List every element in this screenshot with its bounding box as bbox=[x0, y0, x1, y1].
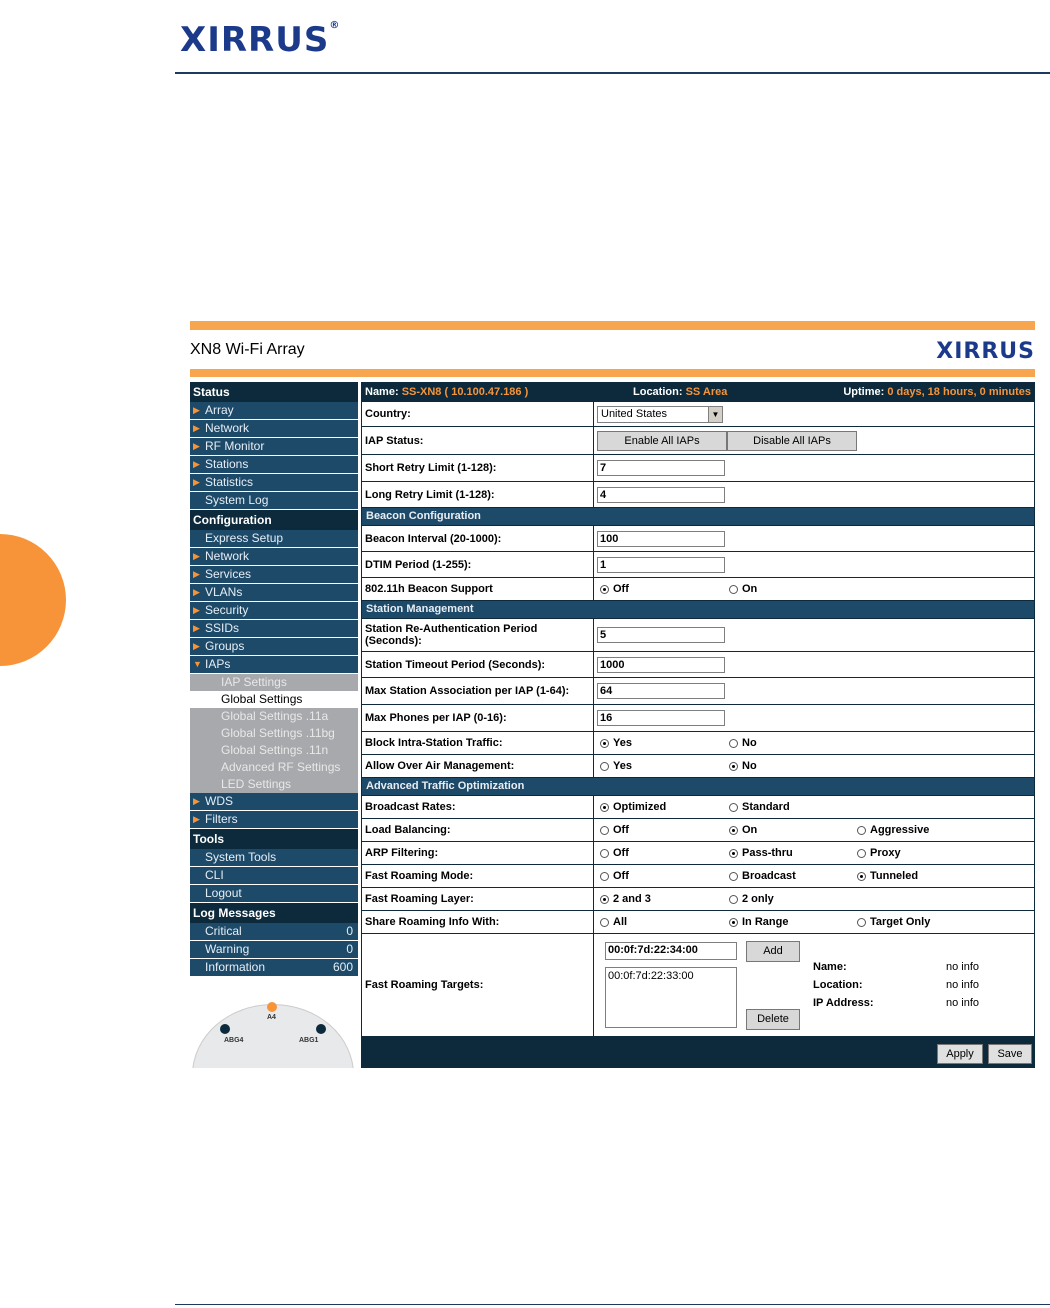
radio-block-yes[interactable]: Yes bbox=[600, 737, 632, 749]
sidebar-item-logout[interactable]: Logout bbox=[190, 885, 358, 903]
radio-broadcast-standard[interactable]: Standard bbox=[729, 801, 790, 813]
disable-all-iaps-button[interactable]: Disable All IAPs bbox=[727, 431, 857, 451]
long-retry-input[interactable]: 4 bbox=[597, 487, 725, 503]
max-assoc-input[interactable]: 64 bbox=[597, 683, 725, 699]
target-list[interactable] bbox=[605, 967, 737, 1028]
row-max-assoc: Max Station Association per IAP (1-64): 64 bbox=[362, 678, 1034, 705]
arrow-right-icon: ▶ bbox=[193, 796, 200, 806]
radio-selected-icon bbox=[600, 739, 609, 748]
radio-empty-icon bbox=[857, 826, 866, 835]
arrow-right-icon: ▶ bbox=[193, 623, 200, 633]
app-title: XN8 Wi-Fi Array bbox=[190, 341, 305, 358]
radio-overair-yes[interactable]: Yes bbox=[600, 760, 632, 772]
row-broadcast: Broadcast Rates: Optimized Standard bbox=[362, 796, 1034, 819]
radio-selected-icon bbox=[600, 895, 609, 904]
app-logo: XIRRUS bbox=[936, 339, 1035, 364]
arrow-right-icon: ▶ bbox=[193, 569, 200, 579]
top-accent-bar bbox=[190, 321, 1035, 330]
arrow-right-icon: ▶ bbox=[193, 814, 200, 824]
location-field: Location: SS Area bbox=[633, 386, 728, 398]
radio-empty-icon bbox=[729, 739, 738, 748]
sidebar-item-iaps[interactable]: ▼ IAPs bbox=[190, 656, 358, 674]
short-retry-input[interactable]: 7 bbox=[597, 460, 725, 476]
row-beacon-support: 802.11h Beacon Support Off On bbox=[362, 578, 1034, 601]
chevron-down-icon: ▼ bbox=[708, 407, 722, 422]
log-critical[interactable]: Critical 0 bbox=[190, 923, 358, 941]
enable-all-iaps-button[interactable]: Enable All IAPs bbox=[597, 431, 727, 451]
add-target-button[interactable]: Add bbox=[746, 941, 800, 962]
radio-empty-icon bbox=[600, 918, 609, 927]
sidebar-sub-advanced-rf[interactable]: Advanced RF Settings bbox=[190, 759, 358, 776]
section-beacon: Beacon Configuration bbox=[362, 508, 1034, 526]
arrow-down-icon: ▼ bbox=[193, 659, 202, 669]
sidebar-item-groups[interactable]: ▶ Groups bbox=[190, 638, 358, 656]
sidebar-section-configuration: Configuration bbox=[190, 510, 358, 530]
sidebar-item-ssids[interactable]: ▶ SSIDs bbox=[190, 620, 358, 638]
row-over-air: Allow Over Air Management: Yes No bbox=[362, 755, 1034, 778]
chapter-tab bbox=[0, 534, 66, 666]
antenna-dot bbox=[267, 1002, 277, 1012]
arrow-right-icon: ▶ bbox=[193, 441, 200, 451]
sidebar-section-status: Status bbox=[190, 382, 358, 402]
row-share-roam: Share Roaming Info With: All In Range Target Only bbox=[362, 911, 1034, 934]
beacon-interval-input[interactable]: 100 bbox=[597, 531, 725, 547]
sidebar-sub-iap-settings[interactable]: IAP Settings bbox=[190, 674, 358, 691]
max-phones-input[interactable]: 16 bbox=[597, 710, 725, 726]
radio-empty-icon bbox=[600, 872, 609, 881]
status-header bbox=[361, 382, 1035, 402]
radio-selected-icon bbox=[729, 918, 738, 927]
log-warning[interactable]: Warning 0 bbox=[190, 941, 358, 959]
row-iap-status: IAP Status: Enable All IAPs Disable All IAPs bbox=[362, 427, 1034, 455]
radio-empty-icon bbox=[729, 872, 738, 881]
sidebar-item-vlans[interactable]: ▶ VLANs bbox=[190, 584, 358, 602]
radio-empty-icon bbox=[857, 849, 866, 858]
sidebar-sub-global-11bg[interactable]: Global Settings .11bg bbox=[190, 725, 358, 742]
sidebar bbox=[190, 382, 358, 1068]
footer-rule bbox=[175, 1304, 1050, 1305]
header-rule bbox=[175, 72, 1050, 74]
arrow-right-icon: ▶ bbox=[193, 477, 200, 487]
radio-beacon-off[interactable]: Off bbox=[600, 583, 629, 595]
sidebar-item-network[interactable]: ▶ Network bbox=[190, 420, 358, 438]
row-arp: ARP Filtering: Off Pass-thru Proxy bbox=[362, 842, 1034, 865]
row-roam-layer: Fast Roaming Layer: 2 and 3 2 only bbox=[362, 888, 1034, 911]
sidebar-item-rf-monitor[interactable]: ▶ RF Monitor bbox=[190, 438, 358, 456]
row-beacon-interval: Beacon Interval (20-1000): 100 bbox=[362, 526, 1034, 552]
radio-share-inrange[interactable]: In Range bbox=[729, 916, 788, 928]
arrow-right-icon: ▶ bbox=[193, 423, 200, 433]
radio-lb-aggressive[interactable]: Aggressive bbox=[857, 824, 929, 836]
title-accent-bar bbox=[190, 369, 1035, 377]
list-item[interactable]: 00:0f:7d:22:33:00 bbox=[608, 970, 694, 982]
radio-empty-icon bbox=[600, 849, 609, 858]
row-reauth: Station Re-Authentication Period (Seconds): 5 bbox=[362, 619, 1034, 652]
row-block-intra: Block Intra-Station Traffic: Yes No bbox=[362, 732, 1034, 755]
radio-selected-icon bbox=[857, 872, 866, 881]
radio-arp-passthru[interactable]: Pass-thru bbox=[729, 847, 793, 859]
radio-empty-icon bbox=[600, 762, 609, 771]
radio-empty-icon bbox=[857, 918, 866, 927]
sidebar-item-cli[interactable]: CLI bbox=[190, 867, 358, 885]
log-count: 600 bbox=[332, 960, 353, 974]
arrow-right-icon: ▶ bbox=[193, 587, 200, 597]
arrow-right-icon: ▶ bbox=[193, 551, 200, 561]
radio-arp-proxy[interactable]: Proxy bbox=[857, 847, 901, 859]
radio-block-no[interactable]: No bbox=[729, 737, 757, 749]
sidebar-section-tools: Tools bbox=[190, 829, 358, 849]
radio-roam-off[interactable]: Off bbox=[600, 870, 629, 882]
dtim-input[interactable]: 1 bbox=[597, 557, 725, 573]
sidebar-sub-led-settings[interactable]: LED Settings bbox=[190, 776, 358, 793]
sidebar-sub-global-settings[interactable]: Global Settings bbox=[190, 691, 358, 708]
sidebar-item-system-tools[interactable]: System Tools bbox=[190, 849, 358, 867]
delete-target-button[interactable]: Delete bbox=[746, 1009, 800, 1030]
row-country: Country: United States ▼ bbox=[362, 402, 1034, 427]
radio-share-all[interactable]: All bbox=[600, 916, 627, 928]
radio-lb-on[interactable]: On bbox=[729, 824, 757, 836]
app-screenshot bbox=[190, 321, 1035, 1068]
sidebar-item-wds[interactable]: ▶ WDS bbox=[190, 793, 358, 811]
section-station-management: Station Management bbox=[362, 601, 1034, 619]
sidebar-item-network-config[interactable]: ▶ Network bbox=[190, 548, 358, 566]
row-dtim: DTIM Period (1-255): 1 bbox=[362, 552, 1034, 578]
radio-arp-off[interactable]: Off bbox=[600, 847, 629, 859]
row-load-balancing: Load Balancing: Off On Aggressive bbox=[362, 819, 1034, 842]
sidebar-item-express-setup[interactable]: Express Setup bbox=[190, 530, 358, 548]
antenna-dot bbox=[220, 1024, 230, 1034]
arrow-right-icon: ▶ bbox=[193, 405, 200, 415]
sidebar-sub-global-11a[interactable]: Global Settings .11a bbox=[190, 708, 358, 725]
radio-layer-2only[interactable]: 2 only bbox=[729, 893, 774, 905]
sidebar-item-security[interactable]: ▶ Security bbox=[190, 602, 358, 620]
radio-selected-icon bbox=[729, 849, 738, 858]
radio-lb-off[interactable]: Off bbox=[600, 824, 629, 836]
radio-beacon-on[interactable]: On bbox=[729, 583, 757, 595]
uptime-field: Uptime: 0 days, 18 hours, 0 minutes bbox=[843, 386, 1031, 398]
target-mac-input[interactable]: 00:0f:7d:22:34:00 bbox=[605, 942, 737, 960]
radio-selected-icon bbox=[729, 762, 738, 771]
antenna-dot bbox=[316, 1024, 326, 1034]
apply-button[interactable]: Apply bbox=[937, 1044, 983, 1064]
section-traffic-optimization: Advanced Traffic Optimization bbox=[362, 778, 1034, 796]
radio-empty-icon bbox=[729, 895, 738, 904]
country-select[interactable]: United States ▼ bbox=[597, 406, 723, 423]
log-information[interactable]: Information 600 bbox=[190, 959, 358, 977]
row-long-retry: Long Retry Limit (1-128): 4 bbox=[362, 482, 1034, 508]
reauth-input[interactable]: 5 bbox=[597, 627, 725, 643]
name-field: Name: SS-XN8 ( 10.100.47.186 ) bbox=[365, 386, 529, 398]
arrow-right-icon: ▶ bbox=[193, 605, 200, 615]
footer-bar bbox=[361, 1041, 1035, 1068]
radio-selected-icon bbox=[729, 826, 738, 835]
radio-selected-icon bbox=[600, 585, 609, 594]
sidebar-item-stations[interactable]: ▶ Stations bbox=[190, 456, 358, 474]
sidebar-sub-global-11n[interactable]: Global Settings .11n bbox=[190, 742, 358, 759]
radio-roam-broadcast[interactable]: Broadcast bbox=[729, 870, 796, 882]
brand-logo: XIRRUS® bbox=[180, 20, 341, 60]
radio-broadcast-optimized[interactable]: Optimized bbox=[600, 801, 666, 813]
radio-overair-no[interactable]: No bbox=[729, 760, 757, 772]
row-max-phones: Max Phones per IAP (0-16): 16 bbox=[362, 705, 1034, 732]
save-button[interactable]: Save bbox=[988, 1044, 1032, 1064]
radio-empty-icon bbox=[729, 803, 738, 812]
main-panel bbox=[361, 382, 1035, 1068]
arrow-right-icon: ▶ bbox=[193, 459, 200, 469]
sidebar-item-array[interactable]: ▶ Array bbox=[190, 402, 358, 420]
sidebar-item-statistics[interactable]: ▶ Statistics bbox=[190, 474, 358, 492]
sidebar-item-filters[interactable]: ▶ Filters bbox=[190, 811, 358, 829]
row-short-retry: Short Retry Limit (1-128): 7 bbox=[362, 455, 1034, 482]
radio-empty-icon bbox=[600, 826, 609, 835]
radio-selected-icon bbox=[600, 803, 609, 812]
radio-share-target[interactable]: Target Only bbox=[857, 916, 930, 928]
sidebar-item-services[interactable]: ▶ Services bbox=[190, 566, 358, 584]
row-roam-targets: Fast Roaming Targets: 00:0f:7d:22:34:00 Add 00:0f:7d:22:33:00 Delete Name: no info Location: no info IP Address: no info bbox=[362, 934, 1034, 1037]
radio-roam-tunneled[interactable]: Tunneled bbox=[857, 870, 918, 882]
radio-empty-icon bbox=[729, 585, 738, 594]
sidebar-item-system-log[interactable]: System Log bbox=[190, 492, 358, 510]
log-count: 0 bbox=[346, 924, 353, 938]
timeout-input[interactable]: 1000 bbox=[597, 657, 725, 673]
log-count: 0 bbox=[346, 942, 353, 956]
row-roam-mode: Fast Roaming Mode: Off Broadcast Tunneled bbox=[362, 865, 1034, 888]
row-timeout: Station Timeout Period (Seconds): 1000 bbox=[362, 652, 1034, 678]
sidebar-section-log-messages: Log Messages bbox=[190, 903, 358, 923]
array-antenna-graphic: A4 ABG4 ABG1 bbox=[190, 1002, 358, 1068]
radio-layer-2and3[interactable]: 2 and 3 bbox=[600, 893, 651, 905]
arrow-right-icon: ▶ bbox=[193, 641, 200, 651]
